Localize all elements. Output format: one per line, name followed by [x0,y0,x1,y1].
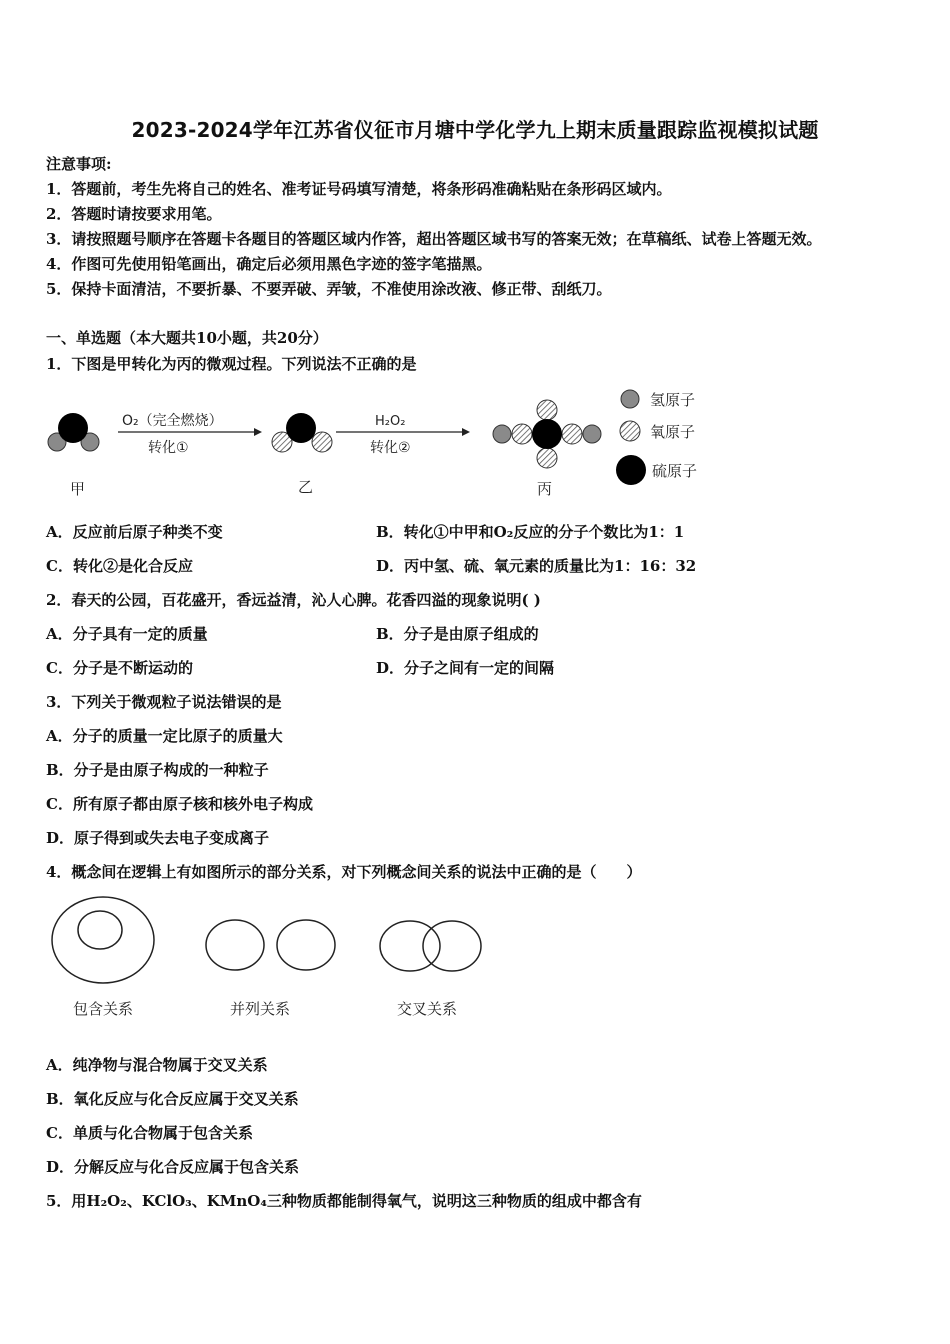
venn-label-inclusion: 包含关系 [73,1000,134,1018]
notice-item-5: 5．保持卡面清洁，不要折暴、不要弄破、弄皱，不准使用涂改液、修正带、刮纸刀。 [46,280,612,298]
arrow1-bottom-label: 转化① [148,440,189,456]
venn-inclusion [52,897,154,983]
legend-sulfur: 硫原子 [652,462,698,480]
q4-venn-diagram [40,890,500,1025]
label-bing: 丙 [537,480,553,498]
page-title: 2023-2024学年江苏省仪征市月塘中学化学九上期末质量跟踪监视模拟试题 [131,118,819,142]
venn-intersection [380,921,481,971]
label-yi: 乙 [298,478,314,496]
q5-stem: 5．用H₂O₂、KClO₃、KMnO₄三种物质都能制得氧气，说明这三种物质的组成中都含有 [46,1192,642,1210]
q4-option-b: B．氧化反应与化合反应属于交叉关系 [46,1090,299,1108]
q4-option-d: D．分解反应与化合反应属于包含关系 [46,1158,300,1176]
legend-hydrogen-marker [621,390,639,408]
q1-stem: 1．下图是甲转化为丙的微观过程。下列说法不正确的是 [46,355,417,373]
molecule-jia [48,413,99,451]
molecule-yi [272,413,332,452]
q2-option-a: A．分子具有一定的质量 [46,625,208,643]
arrow2-top-label: H₂O₂ [375,414,406,429]
venn-label-parallel: 并列关系 [230,1000,291,1018]
molecule-bing [493,400,601,468]
q3-option-b: B．分子是由原子构成的一种粒子 [46,761,269,779]
venn-parallel [206,920,335,970]
q3-stem: 3．下列关于微观粒子说法错误的是 [46,693,282,711]
arrow1-top-label: O₂（完全燃烧） [122,413,223,429]
q1-option-a: A．反应前后原子种类不变 [46,523,223,541]
legend-hydrogen: 氢原子 [650,391,696,409]
notice-item-4: 4．作图可先使用铅笔画出，确定后必须用黑色字迹的签字笔描黑。 [46,255,492,273]
q2-option-b: B．分子是由原子组成的 [376,625,539,643]
q3-option-a: A．分子的质量一定比原子的质量大 [46,727,283,745]
notice-item-3: 3．请按照题号顺序在答题卡各题目的答题区域内作答，超出答题区域书写的答案无效；在草稿纸、试卷上答题无效。 [46,230,822,248]
section-heading: 一、单选题（本大题共10小题，共20分） [46,329,328,347]
q3-option-c: C．所有原子都由原子核和核外电子构成 [46,795,313,813]
q1-option-c: C．转化②是化合反应 [46,557,193,575]
q2-option-d: D．分子之间有一定的间隔 [376,659,555,677]
arrow2-head [462,428,470,436]
legend-oxygen: 氧原子 [650,423,696,441]
arrow1-head [254,428,262,436]
q1-option-d: D．丙中氢、硫、氧元素的质量比为1：16：32 [376,557,697,575]
q4-option-c: C．单质与化合物属于包含关系 [46,1124,253,1142]
q1-option-b: B．转化①中甲和O₂反应的分子个数比为1：1 [376,523,685,541]
q1-molecule-diagram [40,380,720,504]
q2-stem: 2．春天的公园，百花盛开，香远益清，沁人心脾。花香四溢的现象说明( ) [46,591,541,609]
notice-item-2: 2．答题时请按要求用笔。 [46,205,222,223]
q3-option-d: D．原子得到或失去电子变成离子 [46,829,270,847]
notice-item-1: 1．答题前，考生先将自己的姓名、准考证号码填写清楚，将条形码准确粘贴在条形码区域内。 [46,180,672,198]
arrow2-bottom-label: 转化② [370,440,411,456]
q4-stem: 4．概念间在逻辑上有如图所示的部分关系，对下列概念间关系的说法中正确的是（ ） [46,863,642,881]
label-jia: 甲 [70,480,86,498]
legend-sulfur-marker [616,455,646,485]
q2-option-c: C．分子是不断运动的 [46,659,193,677]
venn-label-intersection: 交叉关系 [397,1000,458,1018]
notice-heading: 注意事项: [46,155,112,173]
q4-option-a: A．纯净物与混合物属于交叉关系 [46,1056,268,1074]
legend-oxygen-marker [620,421,640,441]
